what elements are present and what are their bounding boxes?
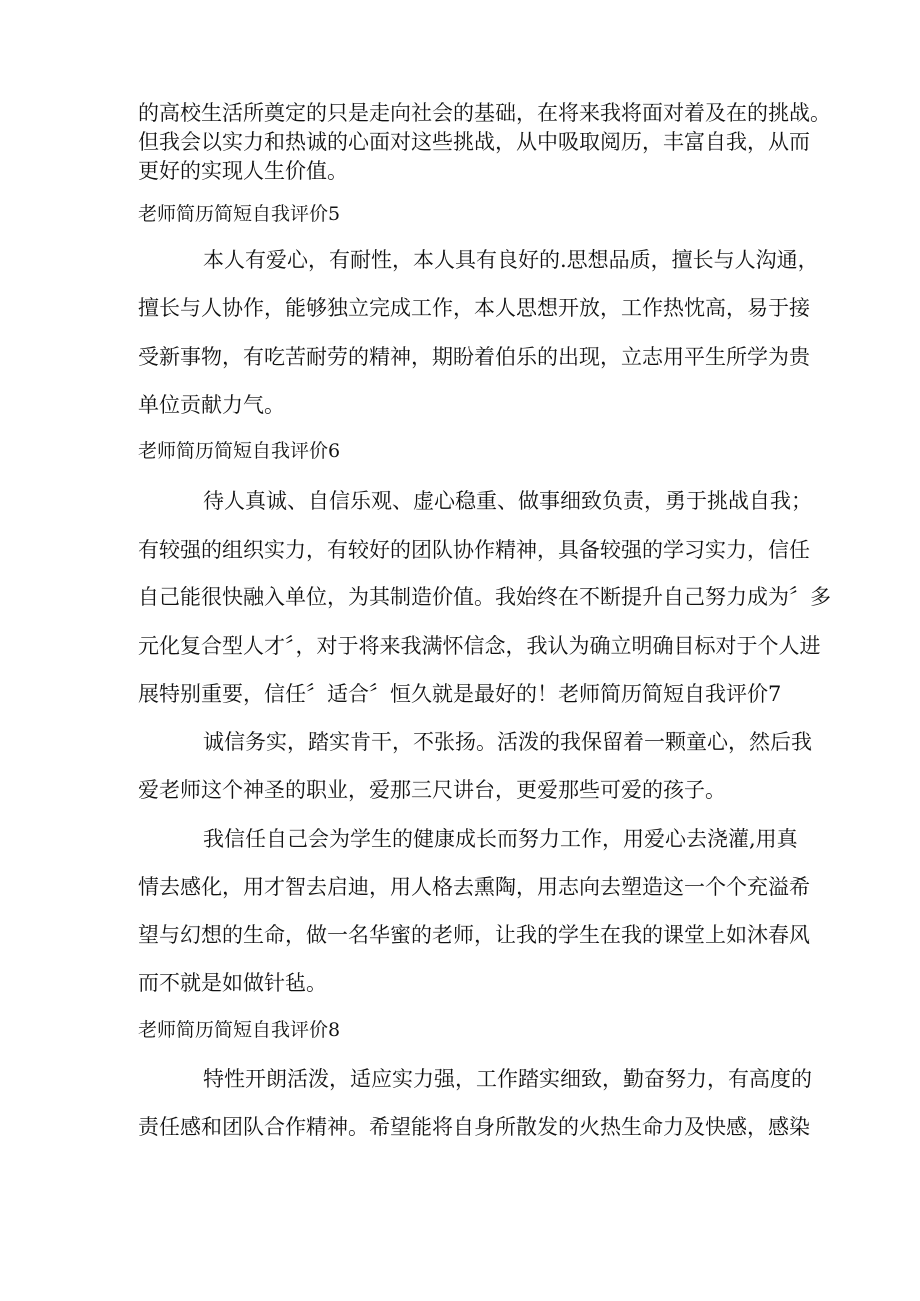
- intro-line-1: 的高校生活所奠定的只是走向社会的基础，在将来我将面对着及在的挑战。: [138, 101, 831, 125]
- section-7-line-6: 而不就是如做针毡。: [138, 971, 327, 995]
- section-heading-8: 老师简历简短自我评价8: [138, 1019, 341, 1041]
- section-6-line-4: 元化复合型人才〞，对于将来我满怀信念，我认为确立明确目标对于个人进: [138, 634, 821, 658]
- section-5-line-2: 擅长与人协作，能够独立完成工作，本人思想开放，工作热忱高，易于接: [138, 296, 810, 320]
- section-5-line-4: 单位贡献力气。: [138, 393, 285, 417]
- section-6-line-3: 自己能很快融入单位，为其制造价值。我始终在不断提升自己努力成为〞多: [138, 585, 831, 609]
- section-8-line-1: 特性开朗活泼，适应实力强，工作踏实细致，勤奋努力，有高度的: [203, 1067, 812, 1091]
- section-5-line-1: 本人有爱心，有耐性，本人具有良好的.思想品质，擅长与人沟通，: [203, 248, 819, 272]
- section-heading-6: 老师简历简短自我评价6: [138, 440, 341, 462]
- section-7-line-3: 我信任自己会为学生的健康成长而努力工作，用爱心去浇灌,用真: [203, 827, 798, 851]
- section-5-line-3: 受新事物，有吃苦耐劳的精神，期盼着伯乐的出现，立志用平生所学为贵: [138, 345, 810, 369]
- section-6-line-1: 待人真诚、自信乐观、虚心稳重、做事细致负责，勇于挑战自我；: [203, 489, 812, 513]
- section-7-line-2: 爱老师这个神圣的职业，爱那三尺讲台，更爱那些可爱的孩子。: [138, 778, 726, 802]
- section-8-line-2: 责任感和团队合作精神。希望能将自身所散发的火热生命力及快感，感染: [138, 1115, 810, 1139]
- section-7-line-1: 诚信务实，踏实肯干，不张扬。活泼的我保留着一颗童心，然后我: [203, 730, 812, 754]
- intro-line-3: 更好的实现人生价值。: [138, 159, 348, 183]
- section-7-line-5: 望与幻想的生命，做一名华蜜的老师，让我的学生在我的课堂上如沐春风: [138, 923, 810, 947]
- section-6-line-2: 有较强的组织实力，有较好的团队协作精神，具备较强的学习实力，信任: [138, 538, 810, 562]
- intro-line-2: 但我会以实力和热诚的心面对这些挑战，从中吸取阅历，丰富自我，从而: [138, 130, 810, 154]
- section-7-line-4: 情去感化，用才智去启迪，用人格去熏陶，用志向去塑造这一个个充溢希: [138, 875, 810, 899]
- section-6-line-5: 展特别重要，信任〞适合〞恒久就是最好的！老师简历简短自我评价7: [138, 682, 782, 706]
- section-heading-5: 老师简历简短自我评价5: [138, 203, 341, 225]
